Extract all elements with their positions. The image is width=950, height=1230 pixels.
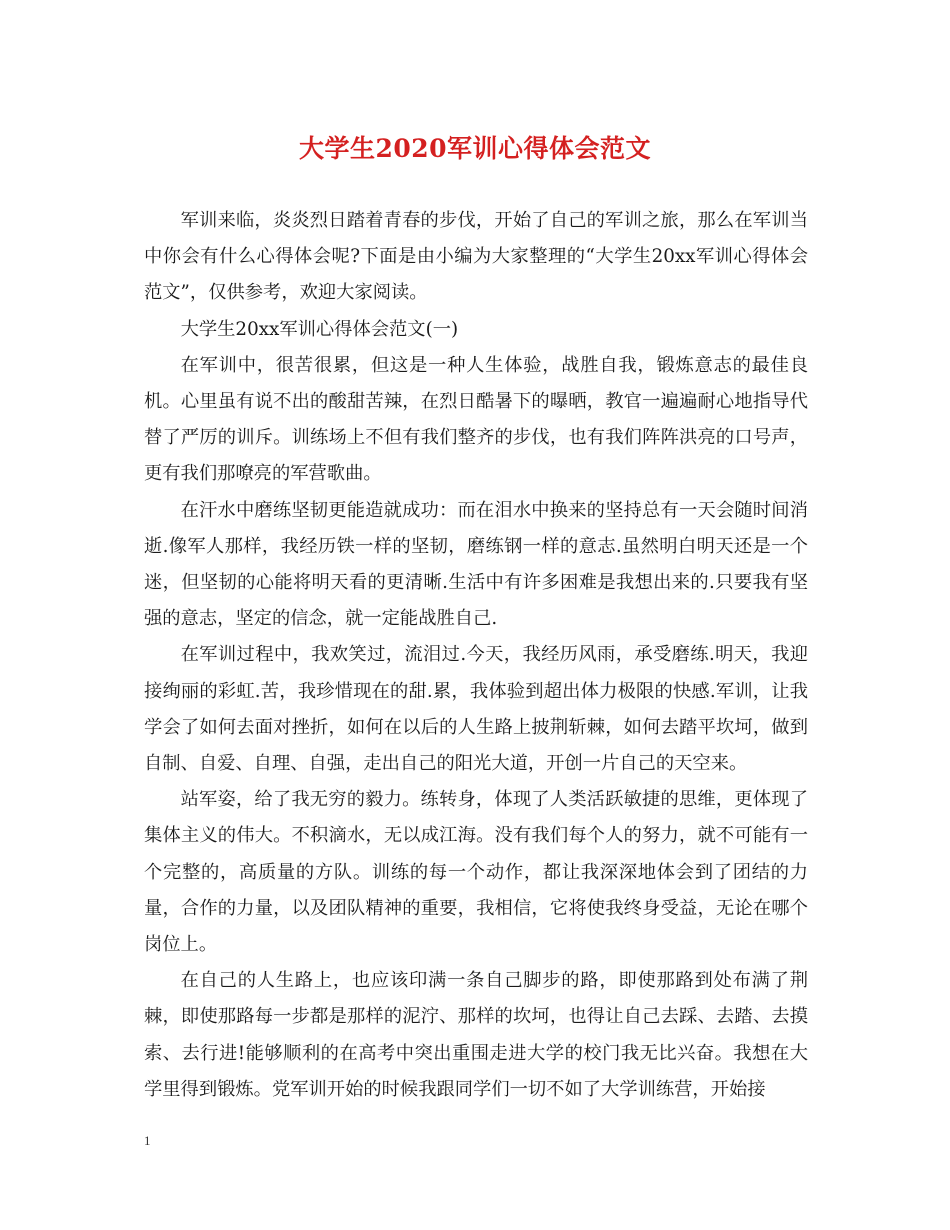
intro-paragraph: 军训来临，炎炎烈日踏着青春的步伐，开始了自己的军训之旅，那么在军训当中你会有什么心得体会呢?下面是由小编为大家整理的“大学生20xx军训心得体会范文”，仅供参考，欢迎大家阅读。 xyxy=(144,210,808,304)
document-body xyxy=(144,203,808,1108)
body-paragraph: 在军训过程中，我欢笑过，流泪过.今天，我经历风雨，承受磨练.明天，我迎接绚丽的彩虹.苦，我珍惜现在的甜.累，我体验到超出体力极限的快感.军训，让我学会了如何去面对挫折，如何在以后的人生路上披荆斩棘，如何去踏平坎坷，做到自制、自爱、自理、自强，走出自己的阳光大道，开创一片自己的天空来。 xyxy=(144,644,808,775)
body-paragraph: 站军姿，给了我无穷的毅力。练转身，体现了人类活跃敏捷的思维，更体现了集体主义的伟大。不积滴水，无以成江海。没有我们每个人的努力，就不可能有一个完整的，高质量的方队。训练的每一个动作，都让我深深地体会到了团结的力量，合作的力量，以及团队精神的重要，我相信，它将使我终身受益，无论在哪个岗位上。 xyxy=(144,789,808,956)
section-heading: 大学生20xx军训心得体会范文(一) xyxy=(180,318,459,340)
page-number: 1 xyxy=(144,1133,151,1148)
body-paragraph: 在汗水中磨练坚韧更能造就成功：而在泪水中换来的坚持总有一天会随时间消逝.像军人那样，我经历铁一样的坚韧，磨练钢一样的意志.虽然明白明天还是一个迷，但坚韧的心能将明天看的更清晰.生活中有许多困难是我想出来的.只要我有坚强的意志，坚定的信念，就一定能战胜自己. xyxy=(144,499,808,630)
body-paragraph: 在自己的人生路上，也应该印满一条自己脚步的路，即使那路到处布满了荆棘，即使那路每一步都是那样的泥泞、那样的坎坷，也得让自己去踩、去踏、去摸索、去行进!能够顺利的在高考中突出重围走进大学的校门我无比兴奋。我想在大学里得到锻炼。党军训开始的时候我跟同学们一切不如了大学训练营，开始接 xyxy=(144,970,808,1100)
body-paragraph: 在军训中，很苦很累，但这是一种人生体验，战胜自我，锻炼意志的最佳良机。心里虽有说不出的酸甜苦辣，在烈日酷暑下的曝晒，教官一遍遍耐心地指导代替了严厉的训斥。训练场上不但有我们整齐的步伐，也有我们阵阵洪亮的口号声，更有我们那嘹亮的军营歌曲。 xyxy=(144,354,808,485)
document-title: 大学生2020军训心得体会范文 xyxy=(298,134,652,163)
